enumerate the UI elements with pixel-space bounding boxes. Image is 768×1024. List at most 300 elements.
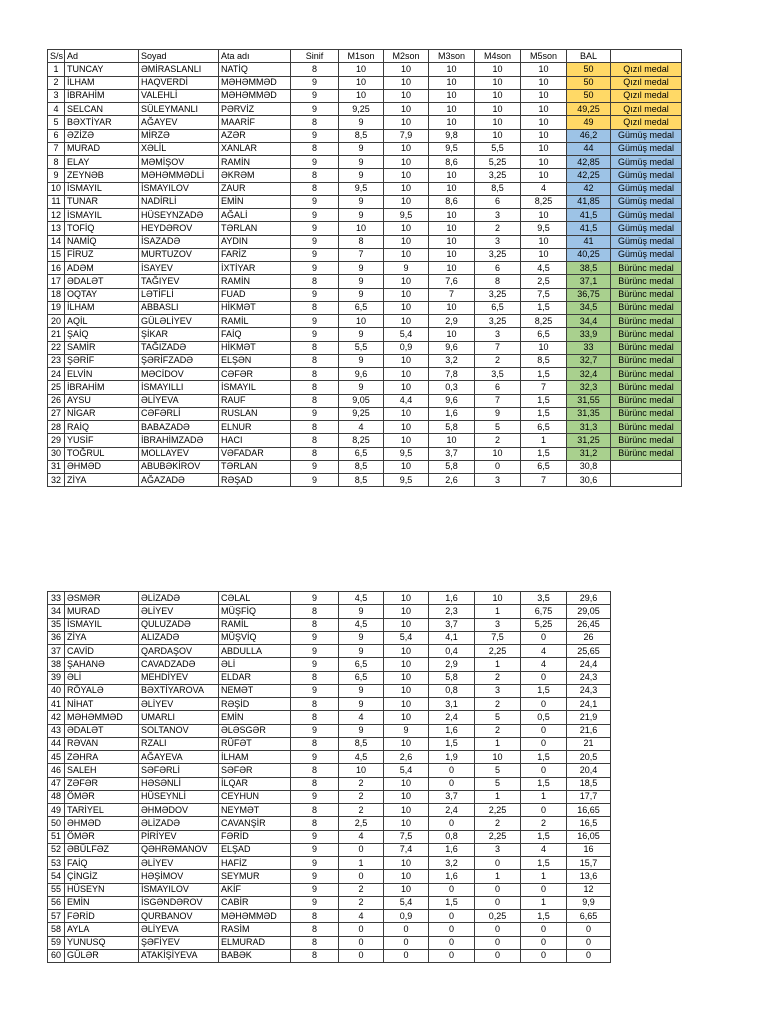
cell-m3-score: 3,7 bbox=[429, 618, 475, 631]
cell-number: 53 bbox=[48, 857, 65, 870]
cell-m1-score: 9 bbox=[339, 328, 384, 341]
cell-m3-score: 2,4 bbox=[429, 804, 475, 817]
cell-m5-score: 1,5 bbox=[521, 684, 567, 697]
cell-m5-score: 4 bbox=[521, 843, 567, 856]
cell-father-name: CAVANŞİR bbox=[219, 817, 291, 830]
cell-first-name: SELCAN bbox=[65, 103, 139, 116]
cell-m4-score: 8 bbox=[475, 275, 521, 288]
cell-m1-score: 9 bbox=[339, 605, 384, 618]
cell-m2-score: 10 bbox=[384, 658, 429, 671]
cell-m5-score: 1,5 bbox=[521, 777, 567, 790]
cell-grade: 9 bbox=[291, 328, 339, 341]
cell-m2-score: 10 bbox=[384, 63, 429, 76]
cell-grade: 9 bbox=[291, 460, 339, 473]
cell-medal: Qızıl medal bbox=[611, 89, 682, 102]
cell-m2-score: 10 bbox=[384, 182, 429, 195]
cell-m5-score: 8,25 bbox=[521, 195, 567, 208]
cell-total-score: 6,65 bbox=[567, 910, 611, 923]
cell-m3-score: 1,9 bbox=[429, 751, 475, 764]
cell-number: 33 bbox=[48, 592, 65, 605]
cell-grade: 9 bbox=[291, 76, 339, 89]
cell-total-score: 50 bbox=[567, 76, 611, 89]
cell-m2-score: 10 bbox=[384, 684, 429, 697]
cell-m3-score: 5,8 bbox=[429, 460, 475, 473]
cell-m5-score: 1,5 bbox=[521, 910, 567, 923]
table-row bbox=[48, 315, 682, 328]
cell-m1-score: 6,5 bbox=[339, 301, 384, 314]
cell-grade: 8 bbox=[291, 949, 339, 962]
cell-m4-score: 8,5 bbox=[475, 182, 521, 195]
cell-m3-score: 1,6 bbox=[429, 407, 475, 420]
cell-total-score: 46,2 bbox=[567, 129, 611, 142]
cell-first-name: TARİYEL bbox=[65, 804, 139, 817]
cell-m1-score: 9 bbox=[339, 275, 384, 288]
cell-m5-score: 0 bbox=[521, 671, 567, 684]
cell-m3-score: 0,3 bbox=[429, 381, 475, 394]
cell-father-name: RAUF bbox=[219, 394, 291, 407]
cell-m1-score: 5,5 bbox=[339, 341, 384, 354]
cell-m1-score: 9 bbox=[339, 631, 384, 644]
cell-m4-score: 1 bbox=[475, 658, 521, 671]
table-row bbox=[48, 843, 611, 856]
cell-m1-score: 8,25 bbox=[339, 434, 384, 447]
cell-total-score: 25,65 bbox=[567, 645, 611, 658]
cell-last-name: ƏLİYEVA bbox=[139, 923, 219, 936]
cell-medal: Qızıl medal bbox=[611, 116, 682, 129]
cell-medal: Bürünc medal bbox=[611, 368, 682, 381]
cell-last-name: ƏLİYEVA bbox=[139, 394, 219, 407]
cell-m2-score: 10 bbox=[384, 222, 429, 235]
cell-last-name: XƏLİL bbox=[139, 142, 219, 155]
cell-grade: 9 bbox=[291, 592, 339, 605]
cell-m4-score: 3,5 bbox=[475, 368, 521, 381]
table-row bbox=[48, 209, 682, 222]
table-row bbox=[48, 460, 682, 473]
cell-m3-score: 10 bbox=[429, 63, 475, 76]
cell-m2-score: 10 bbox=[384, 142, 429, 155]
cell-m5-score: 4,5 bbox=[521, 262, 567, 275]
cell-m4-score: 10 bbox=[475, 89, 521, 102]
cell-total-score: 0 bbox=[567, 949, 611, 962]
cell-total-score: 36,75 bbox=[567, 288, 611, 301]
cell-m1-score: 9 bbox=[339, 262, 384, 275]
cell-total-score: 24,1 bbox=[567, 698, 611, 711]
table-row bbox=[48, 764, 611, 777]
cell-father-name: XANLAR bbox=[219, 142, 291, 155]
cell-total-score: 31,2 bbox=[567, 447, 611, 460]
cell-total-score: 13,6 bbox=[567, 870, 611, 883]
cell-total-score: 41,85 bbox=[567, 195, 611, 208]
cell-m1-score: 9 bbox=[339, 195, 384, 208]
cell-first-name: RƏVAN bbox=[65, 737, 139, 750]
cell-m2-score: 5,4 bbox=[384, 328, 429, 341]
cell-grade: 9 bbox=[291, 209, 339, 222]
cell-grade: 8 bbox=[291, 804, 339, 817]
cell-m2-score: 9 bbox=[384, 262, 429, 275]
cell-m2-score: 10 bbox=[384, 421, 429, 434]
cell-number: 56 bbox=[48, 896, 65, 909]
table-row bbox=[48, 949, 611, 962]
cell-grade: 8 bbox=[291, 698, 339, 711]
cell-m4-score: 3 bbox=[475, 618, 521, 631]
cell-last-name: TAĞIYEV bbox=[139, 275, 219, 288]
cell-last-name: ATAKİŞİYEVA bbox=[139, 949, 219, 962]
cell-m4-score: 0 bbox=[475, 883, 521, 896]
column-header-father-name: Ata adı bbox=[219, 50, 291, 63]
cell-grade: 8 bbox=[291, 923, 339, 936]
cell-medal: Bürünc medal bbox=[611, 301, 682, 314]
cell-m2-score: 10 bbox=[384, 275, 429, 288]
table-row bbox=[48, 248, 682, 261]
cell-father-name: VƏFADAR bbox=[219, 447, 291, 460]
cell-first-name: FAİQ bbox=[65, 857, 139, 870]
cell-total-score: 33,9 bbox=[567, 328, 611, 341]
cell-m2-score: 10 bbox=[384, 804, 429, 817]
cell-m4-score: 3 bbox=[475, 209, 521, 222]
table-row bbox=[48, 407, 682, 420]
cell-number: 34 bbox=[48, 605, 65, 618]
cell-father-name: RAMİL bbox=[219, 315, 291, 328]
cell-first-name: ADƏM bbox=[65, 262, 139, 275]
cell-m1-score: 9 bbox=[339, 645, 384, 658]
cell-m5-score: 10 bbox=[521, 103, 567, 116]
cell-medal: Qızıl medal bbox=[611, 63, 682, 76]
cell-m1-score: 10 bbox=[339, 63, 384, 76]
cell-last-name: HAQVERDİ bbox=[139, 76, 219, 89]
cell-last-name: CAVADZADƏ bbox=[139, 658, 219, 671]
cell-m2-score: 9,5 bbox=[384, 474, 429, 487]
cell-m1-score: 4 bbox=[339, 830, 384, 843]
cell-m1-score: 6,5 bbox=[339, 447, 384, 460]
cell-last-name: NADİRLİ bbox=[139, 195, 219, 208]
cell-m4-score: 7,5 bbox=[475, 631, 521, 644]
cell-m1-score: 0 bbox=[339, 923, 384, 936]
cell-medal: Gümüş medal bbox=[611, 169, 682, 182]
cell-father-name: İXTİYAR bbox=[219, 262, 291, 275]
cell-m4-score: 2 bbox=[475, 434, 521, 447]
cell-number: 58 bbox=[48, 923, 65, 936]
cell-m2-score: 10 bbox=[384, 857, 429, 870]
cell-number: 49 bbox=[48, 804, 65, 817]
cell-last-name: ƏHMƏDOV bbox=[139, 804, 219, 817]
cell-medal: Bürünc medal bbox=[611, 288, 682, 301]
cell-father-name: RAMİN bbox=[219, 156, 291, 169]
cell-m3-score: 9,6 bbox=[429, 341, 475, 354]
cell-last-name: AĞAYEV bbox=[139, 116, 219, 129]
cell-first-name: SAMİR bbox=[65, 341, 139, 354]
cell-m5-score: 0 bbox=[521, 724, 567, 737]
cell-number: 14 bbox=[48, 235, 65, 248]
cell-first-name: İLHAM bbox=[65, 76, 139, 89]
cell-first-name: ZƏFƏR bbox=[65, 777, 139, 790]
cell-m2-score: 10 bbox=[384, 605, 429, 618]
cell-father-name: ƏKRƏM bbox=[219, 169, 291, 182]
cell-m5-score: 10 bbox=[521, 129, 567, 142]
cell-number: 9 bbox=[48, 169, 65, 182]
cell-number: 60 bbox=[48, 949, 65, 962]
cell-medal: Bürünc medal bbox=[611, 407, 682, 420]
table-row bbox=[48, 645, 611, 658]
cell-grade: 9 bbox=[291, 724, 339, 737]
cell-last-name: MƏMİŞOV bbox=[139, 156, 219, 169]
cell-medal: Bürünc medal bbox=[611, 262, 682, 275]
cell-m3-score: 3,1 bbox=[429, 698, 475, 711]
cell-m5-score: 4 bbox=[521, 658, 567, 671]
cell-first-name: CAVİD bbox=[65, 645, 139, 658]
cell-last-name: İBRAHİMZADƏ bbox=[139, 434, 219, 447]
cell-father-name: İLHAM bbox=[219, 751, 291, 764]
cell-first-name: TUNCAY bbox=[65, 63, 139, 76]
cell-m1-score: 2 bbox=[339, 804, 384, 817]
cell-m3-score: 0 bbox=[429, 817, 475, 830]
cell-first-name: ƏHMƏD bbox=[65, 460, 139, 473]
cell-medal: Gümüş medal bbox=[611, 222, 682, 235]
cell-m1-score: 2 bbox=[339, 883, 384, 896]
cell-m2-score: 10 bbox=[384, 870, 429, 883]
cell-grade: 8 bbox=[291, 434, 339, 447]
cell-first-name: ŞƏRİF bbox=[65, 354, 139, 367]
cell-father-name: EMİN bbox=[219, 711, 291, 724]
cell-last-name: SÜLEYMANLI bbox=[139, 103, 219, 116]
table-row bbox=[48, 737, 611, 750]
cell-grade: 9 bbox=[291, 474, 339, 487]
column-header-m1-score: M1son bbox=[339, 50, 384, 63]
cell-first-name: YUNUSQ bbox=[65, 936, 139, 949]
cell-last-name: CƏFƏRLİ bbox=[139, 407, 219, 420]
cell-medal: Gümüş medal bbox=[611, 248, 682, 261]
cell-grade: 8 bbox=[291, 354, 339, 367]
cell-father-name: MƏHƏMMƏD bbox=[219, 910, 291, 923]
cell-number: 22 bbox=[48, 341, 65, 354]
cell-total-score: 30,8 bbox=[567, 460, 611, 473]
column-header-first-name: Ad bbox=[65, 50, 139, 63]
cell-number: 4 bbox=[48, 103, 65, 116]
cell-m5-score: 6,75 bbox=[521, 605, 567, 618]
cell-last-name: PİRİYEV bbox=[139, 830, 219, 843]
cell-first-name: MURAD bbox=[65, 605, 139, 618]
cell-medal: Bürünc medal bbox=[611, 328, 682, 341]
table-row bbox=[48, 76, 682, 89]
cell-first-name: ZİYA bbox=[65, 631, 139, 644]
cell-m1-score: 6,5 bbox=[339, 671, 384, 684]
cell-m5-score: 7 bbox=[521, 474, 567, 487]
cell-last-name: HÜSEYNZADƏ bbox=[139, 209, 219, 222]
cell-total-score: 0 bbox=[567, 923, 611, 936]
cell-m3-score: 3,2 bbox=[429, 354, 475, 367]
cell-m5-score: 0 bbox=[521, 804, 567, 817]
cell-total-score: 34,5 bbox=[567, 301, 611, 314]
cell-first-name: TUNAR bbox=[65, 195, 139, 208]
cell-total-score: 37,1 bbox=[567, 275, 611, 288]
cell-father-name: ABDULLA bbox=[219, 645, 291, 658]
cell-medal: Qızıl medal bbox=[611, 103, 682, 116]
cell-grade: 9 bbox=[291, 315, 339, 328]
table-row bbox=[48, 328, 682, 341]
cell-m5-score: 1 bbox=[521, 790, 567, 803]
cell-father-name: FAİQ bbox=[219, 328, 291, 341]
cell-grade: 8 bbox=[291, 421, 339, 434]
cell-father-name: ELDAR bbox=[219, 671, 291, 684]
table-row bbox=[48, 421, 682, 434]
cell-m4-score: 0,25 bbox=[475, 910, 521, 923]
cell-total-score: 24,4 bbox=[567, 658, 611, 671]
cell-m2-score: 10 bbox=[384, 645, 429, 658]
cell-m5-score: 10 bbox=[521, 248, 567, 261]
cell-last-name: TAĞIZADƏ bbox=[139, 341, 219, 354]
cell-father-name: ELŞƏN bbox=[219, 354, 291, 367]
cell-m3-score: 0,4 bbox=[429, 645, 475, 658]
cell-m2-score: 10 bbox=[384, 592, 429, 605]
cell-m1-score: 2 bbox=[339, 790, 384, 803]
cell-last-name: RZALI bbox=[139, 737, 219, 750]
cell-m3-score: 3,7 bbox=[429, 447, 475, 460]
cell-father-name: FUAD bbox=[219, 288, 291, 301]
cell-m5-score: 10 bbox=[521, 169, 567, 182]
cell-grade: 9 bbox=[291, 790, 339, 803]
cell-father-name: İLQAR bbox=[219, 777, 291, 790]
cell-grade: 8 bbox=[291, 275, 339, 288]
table-row bbox=[48, 698, 611, 711]
cell-m3-score: 10 bbox=[429, 262, 475, 275]
cell-father-name: SƏFƏR bbox=[219, 764, 291, 777]
cell-number: 21 bbox=[48, 328, 65, 341]
cell-medal: Gümüş medal bbox=[611, 209, 682, 222]
cell-number: 16 bbox=[48, 262, 65, 275]
cell-m3-score: 0,8 bbox=[429, 830, 475, 843]
cell-m2-score: 10 bbox=[384, 156, 429, 169]
cell-father-name: ELMURAD bbox=[219, 936, 291, 949]
cell-medal: Bürünc medal bbox=[611, 341, 682, 354]
cell-m1-score: 9 bbox=[339, 169, 384, 182]
cell-first-name: SALEH bbox=[65, 764, 139, 777]
cell-m1-score: 0 bbox=[339, 870, 384, 883]
cell-grade: 9 bbox=[291, 129, 339, 142]
cell-grade: 9 bbox=[291, 631, 339, 644]
cell-medal: Gümüş medal bbox=[611, 156, 682, 169]
cell-first-name: ƏSMƏR bbox=[65, 592, 139, 605]
cell-m4-score: 5 bbox=[475, 764, 521, 777]
cell-m4-score: 2 bbox=[475, 698, 521, 711]
cell-grade: 8 bbox=[291, 711, 339, 724]
cell-m2-score: 7,4 bbox=[384, 843, 429, 856]
cell-number: 7 bbox=[48, 142, 65, 155]
cell-m2-score: 5,4 bbox=[384, 631, 429, 644]
cell-m5-score: 1 bbox=[521, 870, 567, 883]
cell-m1-score: 10 bbox=[339, 222, 384, 235]
cell-m5-score: 1,5 bbox=[521, 447, 567, 460]
cell-total-score: 9,9 bbox=[567, 896, 611, 909]
table-row bbox=[48, 156, 682, 169]
cell-first-name: ÖMƏR bbox=[65, 790, 139, 803]
cell-m4-score: 3 bbox=[475, 235, 521, 248]
cell-number: 11 bbox=[48, 195, 65, 208]
cell-m3-score: 0 bbox=[429, 883, 475, 896]
table-row bbox=[48, 169, 682, 182]
cell-m1-score: 8,5 bbox=[339, 460, 384, 473]
cell-total-score: 50 bbox=[567, 63, 611, 76]
table-row bbox=[48, 89, 682, 102]
cell-number: 46 bbox=[48, 764, 65, 777]
cell-m5-score: 1,5 bbox=[521, 394, 567, 407]
cell-total-score: 32,7 bbox=[567, 354, 611, 367]
cell-total-score: 21 bbox=[567, 737, 611, 750]
cell-m2-score: 10 bbox=[384, 248, 429, 261]
cell-father-name: EMİN bbox=[219, 195, 291, 208]
cell-grade: 9 bbox=[291, 407, 339, 420]
cell-m1-score: 9,5 bbox=[339, 182, 384, 195]
cell-grade: 9 bbox=[291, 751, 339, 764]
cell-last-name: AĞAZADƏ bbox=[139, 474, 219, 487]
cell-grade: 8 bbox=[291, 447, 339, 460]
cell-m4-score: 1 bbox=[475, 870, 521, 883]
cell-m4-score: 1 bbox=[475, 737, 521, 750]
cell-m3-score: 0 bbox=[429, 910, 475, 923]
cell-m1-score: 0 bbox=[339, 949, 384, 962]
cell-father-name: MƏHƏMMƏD bbox=[219, 89, 291, 102]
table-row bbox=[48, 434, 682, 447]
table-row bbox=[48, 195, 682, 208]
cell-grade: 8 bbox=[291, 910, 339, 923]
table-row bbox=[48, 142, 682, 155]
cell-m3-score: 0 bbox=[429, 777, 475, 790]
cell-m5-score: 1,5 bbox=[521, 407, 567, 420]
cell-total-score: 26 bbox=[567, 631, 611, 644]
cell-first-name: ƏHMƏD bbox=[65, 817, 139, 830]
cell-number: 51 bbox=[48, 830, 65, 843]
table-row bbox=[48, 804, 611, 817]
cell-m3-score: 3,2 bbox=[429, 857, 475, 870]
cell-m4-score: 5 bbox=[475, 711, 521, 724]
cell-number: 26 bbox=[48, 394, 65, 407]
cell-m4-score: 7 bbox=[475, 394, 521, 407]
cell-m2-score: 9,5 bbox=[384, 209, 429, 222]
cell-m2-score: 10 bbox=[384, 407, 429, 420]
cell-m5-score: 10 bbox=[521, 209, 567, 222]
cell-number: 1 bbox=[48, 63, 65, 76]
table-row bbox=[48, 301, 682, 314]
cell-m5-score: 10 bbox=[521, 76, 567, 89]
cell-grade: 8 bbox=[291, 63, 339, 76]
cell-m4-score: 1 bbox=[475, 605, 521, 618]
cell-m4-score: 5,5 bbox=[475, 142, 521, 155]
cell-last-name: İSMAYILLI bbox=[139, 381, 219, 394]
cell-m3-score: 10 bbox=[429, 182, 475, 195]
cell-father-name: AĞALİ bbox=[219, 209, 291, 222]
cell-first-name: AQİL bbox=[65, 315, 139, 328]
cell-m4-score: 2,25 bbox=[475, 830, 521, 843]
cell-total-score: 31,55 bbox=[567, 394, 611, 407]
cell-m1-score: 10 bbox=[339, 764, 384, 777]
cell-m5-score: 0 bbox=[521, 698, 567, 711]
cell-m5-score: 1,5 bbox=[521, 857, 567, 870]
cell-number: 19 bbox=[48, 301, 65, 314]
cell-total-score: 16,65 bbox=[567, 804, 611, 817]
cell-grade: 9 bbox=[291, 103, 339, 116]
cell-last-name: HEYDƏROV bbox=[139, 222, 219, 235]
cell-father-name: MÜŞFİQ bbox=[219, 605, 291, 618]
cell-last-name: BƏXTİYAROVA bbox=[139, 684, 219, 697]
cell-m4-score: 2 bbox=[475, 354, 521, 367]
cell-m4-score: 10 bbox=[475, 63, 521, 76]
cell-m4-score: 3,25 bbox=[475, 169, 521, 182]
cell-total-score: 12 bbox=[567, 883, 611, 896]
cell-father-name: HİKMƏT bbox=[219, 341, 291, 354]
cell-first-name: İSMAYIL bbox=[65, 618, 139, 631]
cell-first-name: ZƏHRA bbox=[65, 751, 139, 764]
cell-last-name: ƏLİYEV bbox=[139, 698, 219, 711]
cell-father-name: RƏŞAD bbox=[219, 474, 291, 487]
results-table-top bbox=[47, 49, 682, 487]
